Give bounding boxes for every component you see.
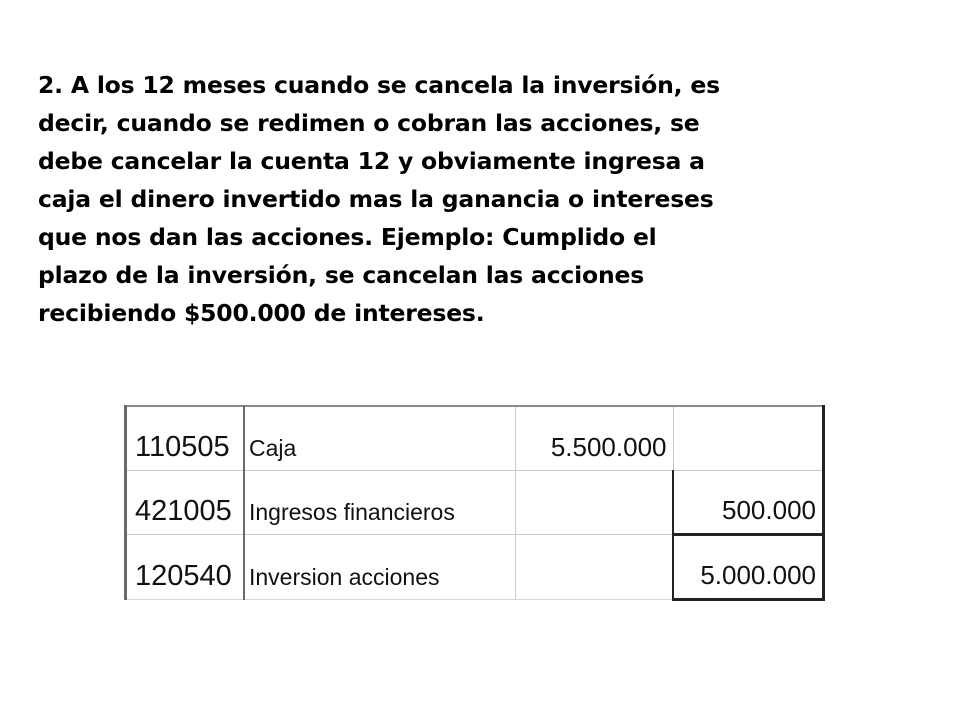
account-name: Ingresos financieros [244,471,516,535]
journal-entry-table [124,405,825,601]
credit-amount [673,406,824,471]
account-name: Inversion acciones [244,535,516,600]
debit-amount: 5.500.000 [516,406,674,471]
table-row [126,471,824,535]
debit-amount [516,535,674,600]
credit-amount: 5.000.000 [673,535,824,600]
table-row [126,535,824,600]
table-row [126,406,824,471]
credit-amount: 500.000 [673,471,824,535]
account-code: 421005 [126,471,245,535]
account-code: 110505 [126,406,245,471]
account-name: Caja [244,406,516,471]
explanation-paragraph: 2. A los 12 meses cuando se cancela la inversión, es decir, cuando se redimen o cobran las acciones, se debe cancelar la cuenta 12 y obviamente ingresa a caja el dinero invertido mas la ganancia o intereses que nos dan las acciones. Ejemplo: Cumplido el plazo de la inversión, se cancelan las acciones recibiendo $500.000 de intereses. [38,71,720,327]
debit-amount [516,471,674,535]
account-code: 120540 [126,535,245,600]
